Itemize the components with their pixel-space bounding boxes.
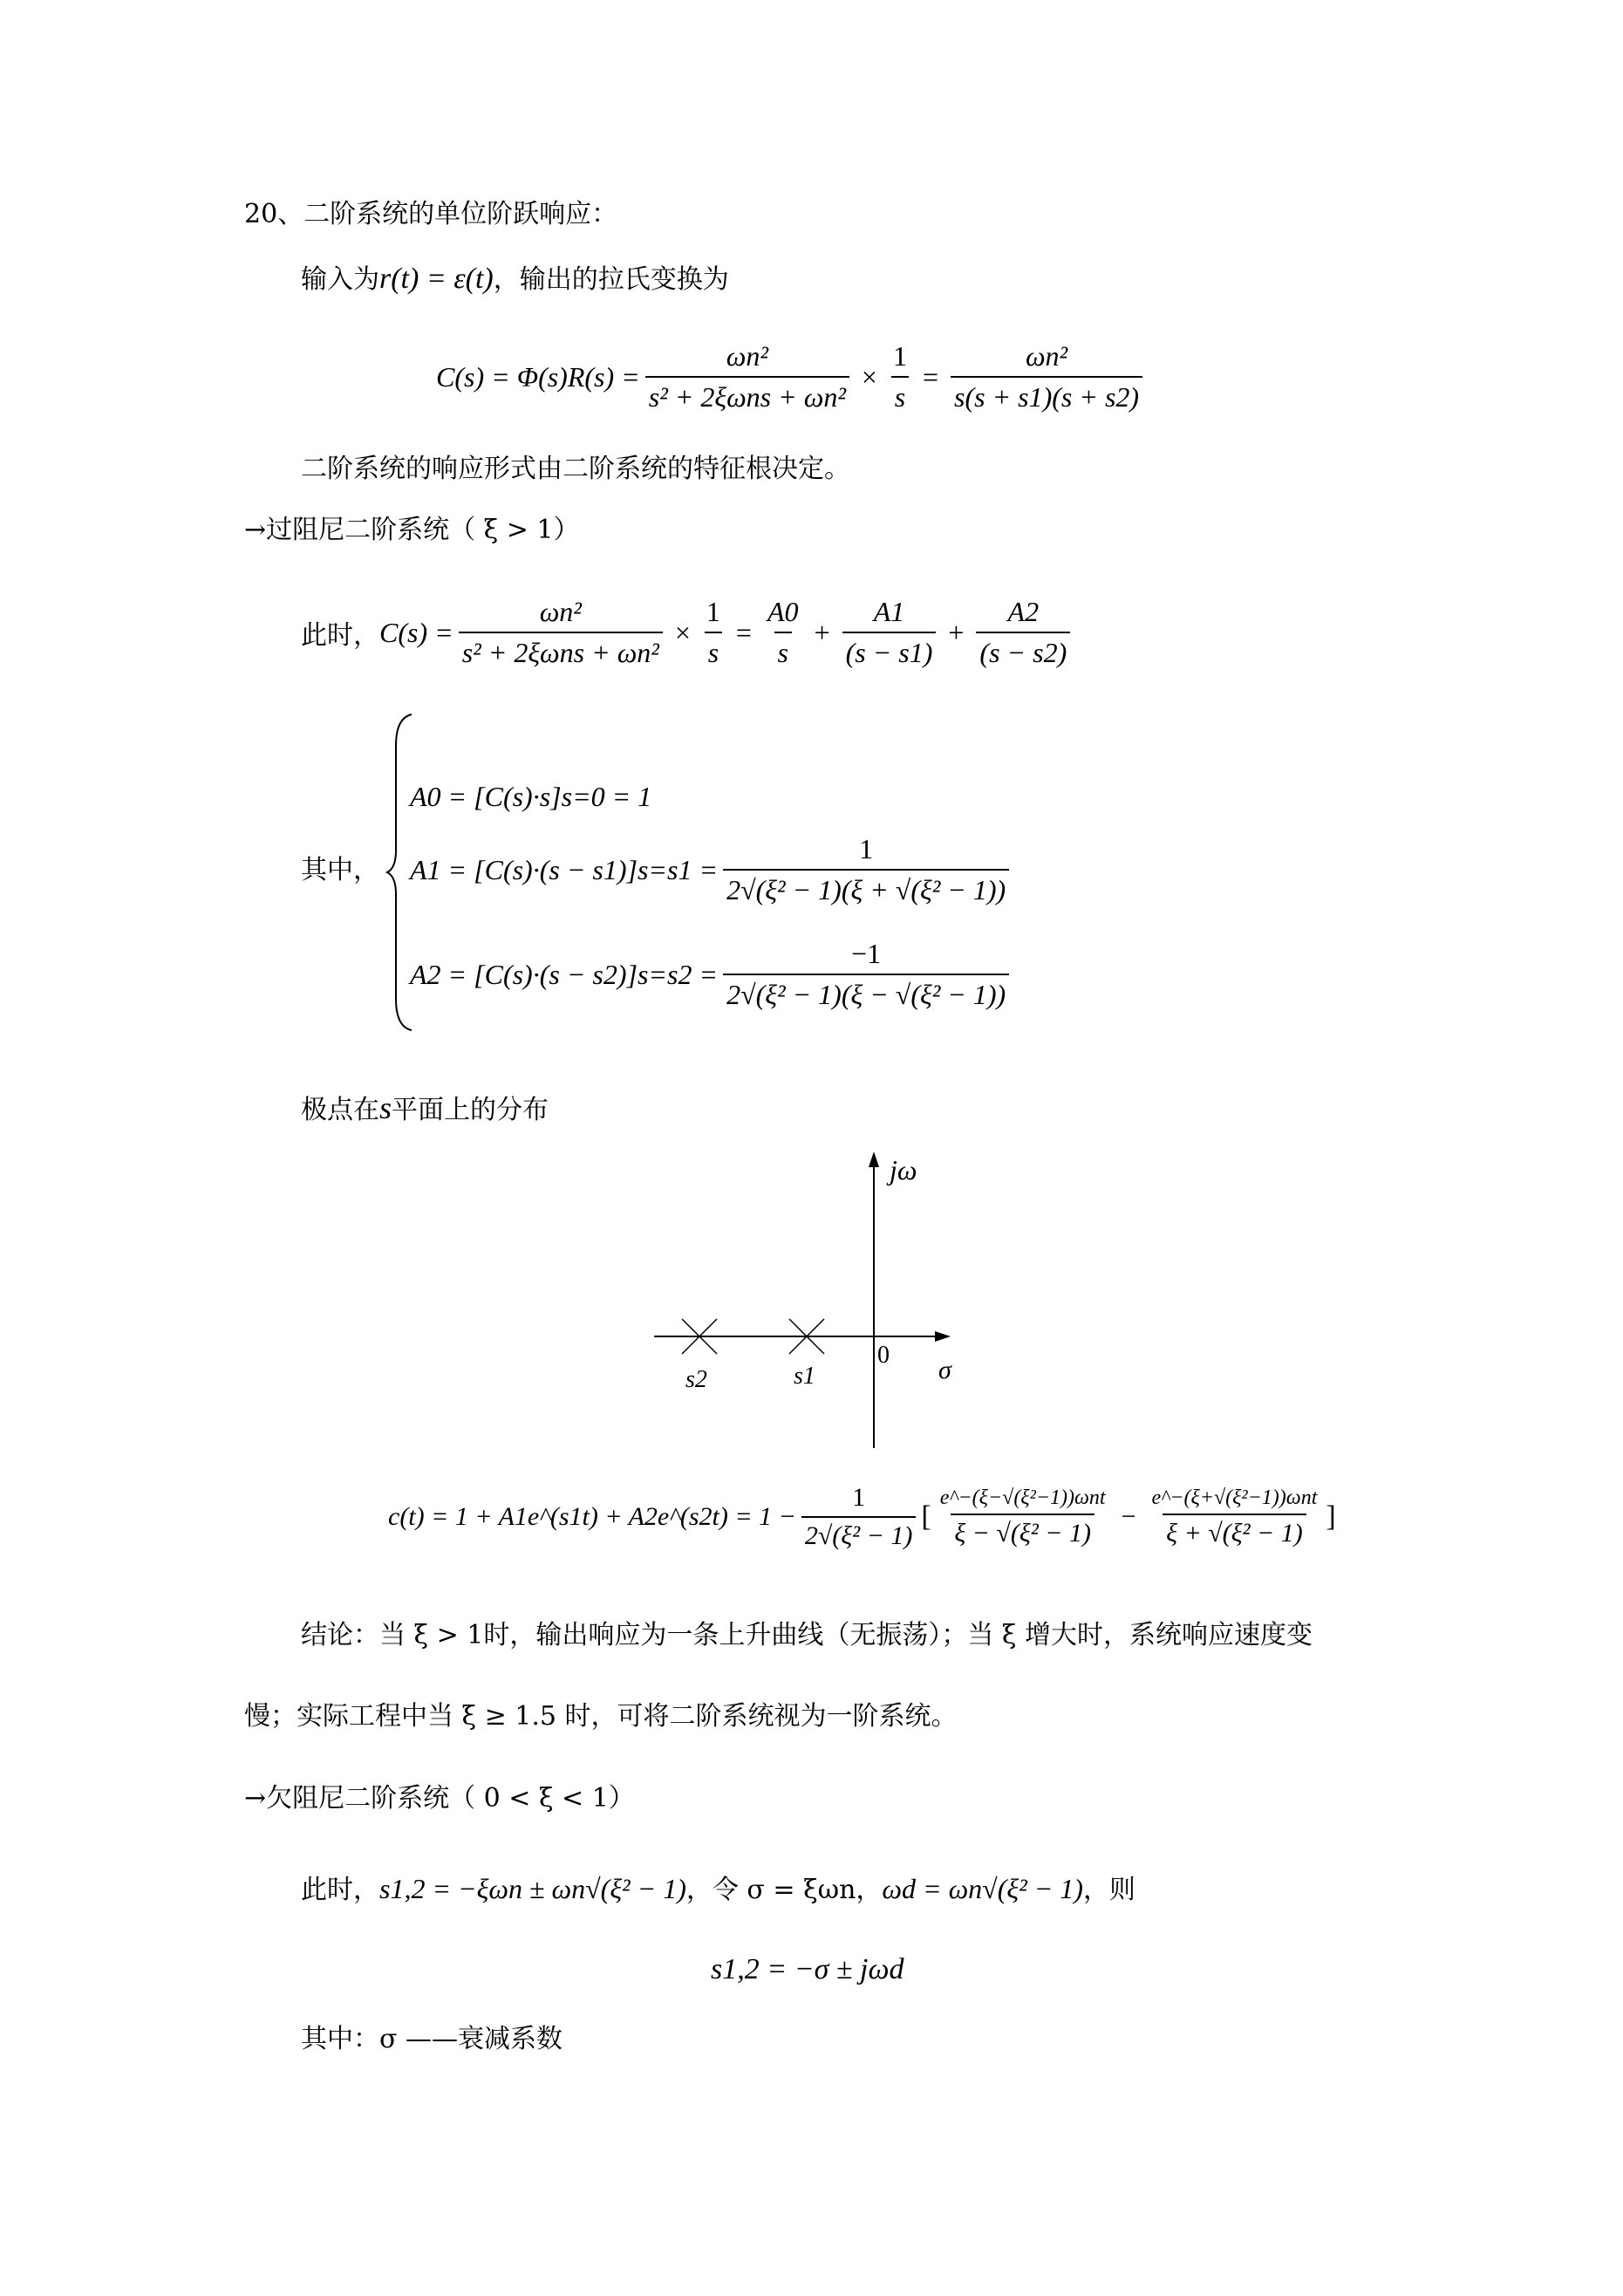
a0-numerator: A0 <box>767 596 799 627</box>
cs-one: 1 <box>706 596 720 627</box>
ct-lhs: c(t) = 1 + A1e^(s1t) + A2e^(s2t) = 1 − <box>388 1502 796 1531</box>
plus-1: + <box>814 616 830 648</box>
cs-s: s <box>705 632 722 669</box>
pole-caption-suffix: 平面上的分布 <box>392 1095 549 1125</box>
pole-caption <box>301 1090 549 1128</box>
eq1-lhs: C(s) = Φ(s)R(s) = <box>436 360 640 393</box>
eq1-numerator-1: ωn² <box>726 340 768 372</box>
time-response-equation: c(t) = 1 + A1e^(s1t) + A2e^(s2t) = 1 − $\frac{1}{\text{2√(ξ² − 1)}}$ [ $\frac{\text{e\textasciicircum{}−(ξ−√(ξ²−1))ωnt}}{\text{ξ − √(ξ² − 1)}}$ − $\frac{\text{e\textasciicircum{}−(ξ+√(ξ²−1))ωnt}}{\text{ξ + √(ξ² − 1)}}$ ] <box>388 1483 1336 1550</box>
ud-at-this-time: 此时， <box>301 1875 379 1905</box>
ct-term1-denominator: ξ − √(ξ² − 1) <box>951 1514 1095 1548</box>
coef-a1-equation <box>410 833 1014 906</box>
eq1-times: × <box>861 360 877 393</box>
sigma-definition-line <box>301 2022 563 2057</box>
eq1-fraction-3 <box>951 340 1142 413</box>
pole-caption-prefix: 极点在 <box>301 1095 379 1125</box>
cs-equals: = <box>735 616 752 648</box>
a2-fraction <box>976 596 1070 669</box>
intro-line <box>301 262 729 297</box>
ud-sigma-definition: σ ——衰减系数 <box>379 2024 563 2054</box>
a2-denominator: (s − s2) <box>976 632 1070 669</box>
a1-numerator: A1 <box>873 596 905 627</box>
ct-term2-fraction <box>1149 1486 1321 1548</box>
eq1-fraction-1 <box>645 340 849 413</box>
a1-fraction <box>842 596 937 669</box>
ct-minus: − <box>1121 1502 1136 1531</box>
eq1-denominator-3: s(s + s1)(s + s2) <box>951 376 1142 413</box>
input-expression: r(t) = ε(t) <box>379 263 494 295</box>
ct-term2-numerator: e^−(ξ+√(ξ²−1))ωnt <box>1151 1486 1318 1509</box>
origin-label: 0 <box>877 1342 890 1369</box>
eq1-denominator-1: s² + 2ξωns + ωn² <box>645 376 849 413</box>
a0-fraction <box>764 596 802 669</box>
response-form-note: 二阶系统的响应形式由二阶系统的特征根决定。 <box>301 454 850 484</box>
conclusion-line-2: 慢；实际工程中当 ξ ≥ 1.5 时，可将二阶系统视为一阶系统。 <box>244 1701 958 1732</box>
coef-a1-denominator: 2√(ξ² − 1)(ξ + √(ξ² − 1)) <box>723 869 1009 906</box>
ct-term2-denominator: ξ + √(ξ² − 1) <box>1163 1514 1306 1548</box>
pole-s1-label: s1 <box>794 1363 815 1390</box>
a2-numerator: A2 <box>1007 596 1040 627</box>
ct-coefficient-fraction <box>801 1483 917 1551</box>
coef-a2-denominator: 2√(ξ² − 1)(ξ − √(ξ² − 1)) <box>723 974 1009 1011</box>
ud-where-prefix: 其中： <box>301 2024 379 2054</box>
overdamped-heading: →过阻尼二阶系统（ ξ > 1） <box>244 515 580 545</box>
coef-a2-fraction <box>723 938 1009 1011</box>
underdamped-roots-simplified: s1,2 = −σ ± jωd <box>711 1953 904 1985</box>
coef-a1-fraction <box>723 833 1009 906</box>
eq1-numerator-2: 1 <box>892 340 907 372</box>
plus-2: + <box>948 616 965 648</box>
intro-prefix: 输入为 <box>301 264 379 295</box>
ct-coefficient-numerator: 1 <box>852 1483 866 1512</box>
ct-term1-fraction <box>937 1486 1109 1548</box>
ud-then: ，则 <box>1082 1875 1135 1905</box>
ct-coefficient-denominator: 2√(ξ² − 1) <box>801 1516 917 1551</box>
ud-roots: s1,2 = −ξωn ± ωn√(ξ² − 1) <box>379 1873 686 1904</box>
conclusion-line-1: 结论：当 ξ > 1时，输出响应为一条上升曲线（无振荡）；当 ξ 增大时，系统响应速度变 <box>301 1620 1313 1650</box>
section-heading <box>244 197 617 232</box>
coef-a1-numerator: 1 <box>859 833 874 864</box>
coef-a2-numerator: −1 <box>851 938 882 969</box>
section-title: 二阶系统的单位阶跃响应： <box>303 199 618 229</box>
eq1-numerator-3: ωn² <box>1025 340 1068 372</box>
y-axis-label: jω <box>890 1154 917 1186</box>
imaginary-axis-arrow <box>869 1151 879 1167</box>
underdamped-roots-line <box>301 1871 1135 1908</box>
underdamped-heading: →欠阻尼二阶系统（ 0 < ξ < 1） <box>244 1783 635 1814</box>
eq1-fraction-2 <box>890 340 910 413</box>
pole-s2-label: s2 <box>685 1366 707 1393</box>
coef-a0: A0 = [C(s)·s]s=0 = 1 <box>410 781 652 812</box>
real-axis-arrow <box>935 1331 951 1342</box>
ud-let-sigma: ，令 σ = ξωn， <box>685 1875 883 1905</box>
laplace-output-equation <box>436 340 1148 413</box>
cs-fraction-main <box>459 596 663 669</box>
x-axis-label: σ <box>938 1356 951 1384</box>
ud-omega-d: ωd = ωn√(ξ² − 1) <box>882 1873 1083 1904</box>
a0-denominator: s <box>774 632 792 669</box>
a1-denominator: (s − s1) <box>842 632 937 669</box>
at-this-time-label: 此时， <box>301 620 379 651</box>
coef-a1-lhs: A1 = [C(s)·(s − s1)]s=s1 = <box>410 853 719 885</box>
cs-lhs: C(s) = <box>379 616 453 648</box>
coef-a2-equation <box>410 938 1014 1011</box>
coef-a2-lhs: A2 = [C(s)·(s − s2)]s=s2 = <box>410 958 719 990</box>
pole-caption-variable: s <box>379 1090 392 1125</box>
section-number: 20、 <box>244 199 304 229</box>
cs-fraction-one-over-s <box>703 596 724 669</box>
partial-fraction-equation <box>301 596 1075 669</box>
pole-plot <box>645 1143 994 1457</box>
ct-term1-numerator: e^−(ξ−√(ξ²−1))ωnt <box>939 1486 1106 1509</box>
cs-denominator: s² + 2ξωns + ωn² <box>459 632 663 669</box>
intro-suffix: ，输出的拉氏变换为 <box>493 264 729 295</box>
cs-numerator: ωn² <box>539 596 582 627</box>
eq1-equals: = <box>922 360 938 393</box>
eq1-denominator-2: s <box>891 376 909 413</box>
cs-times: × <box>674 616 691 648</box>
where-label: 其中， <box>301 855 379 885</box>
